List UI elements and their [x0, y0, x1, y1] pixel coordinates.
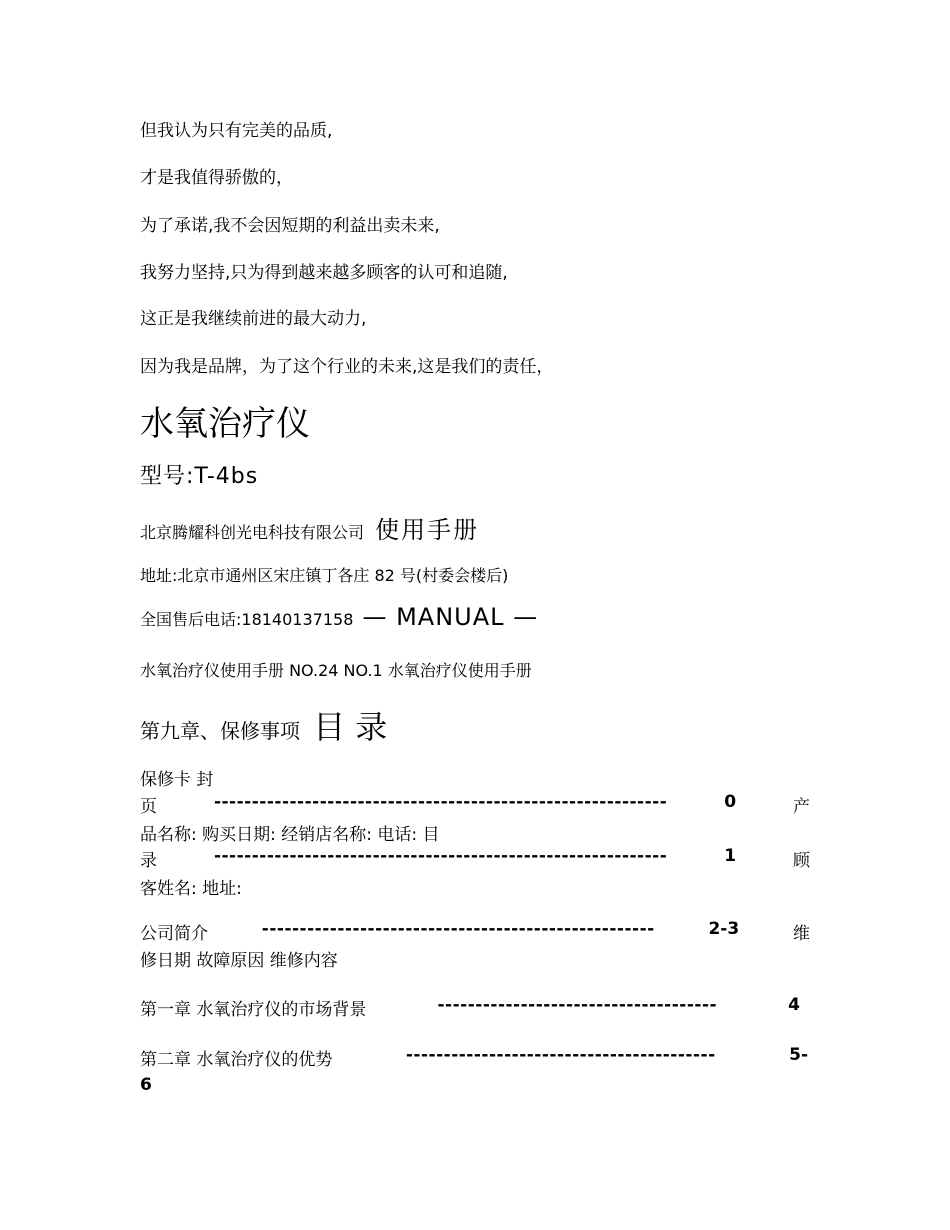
toc-row: 修日期 故障原因 维修内容 — [140, 951, 338, 971]
intro-line-4: 我努力坚持,只为得到越来越多顾客的认可和追随, — [140, 263, 508, 283]
toc-leader: ----------------------------------------- — [405, 1045, 716, 1065]
toc-page-number: 6 — [140, 1075, 152, 1095]
toc-row — [140, 919, 810, 944]
intro-line-1: 但我认为只有完美的品质, — [140, 121, 333, 141]
toc-leader: ------------------------------------- — [437, 995, 718, 1015]
toc-row: 品名称: 购买日期: 经销店名称: 电话: 目 — [140, 825, 440, 845]
toc-row: 保修卡 封 — [140, 770, 214, 790]
toc-row — [140, 792, 810, 817]
toc-page-number: 0 — [724, 792, 737, 812]
model-number: 型号:T-4bs — [140, 464, 259, 489]
toc-entry: 公司简介 — [140, 924, 208, 944]
toc-entry-cont: 维 — [792, 924, 810, 944]
manual-english: — MANUAL — — [362, 603, 539, 631]
toc-leader: ------------------------------------------------------------ — [213, 846, 668, 866]
intro-line-3: 为了承诺,我不会因短期的利益出卖未来, — [140, 216, 440, 236]
company-name: 北京腾耀科创光电科技有限公司 — [140, 523, 365, 542]
toc-row: 客姓名: 地址: — [140, 879, 242, 899]
toc-entry: 录 — [140, 851, 157, 871]
toc-entry-cont: 顾 — [793, 851, 810, 871]
company-line — [140, 510, 479, 545]
toc-page-number: 4 — [788, 995, 800, 1015]
manual-label: 使用手册 — [375, 516, 480, 544]
toc-page-number: 1 — [724, 846, 737, 866]
toc-page-number: 5- — [789, 1045, 808, 1065]
toc-row — [140, 1045, 808, 1070]
hotline: 全国售后电话:18140137158 — [140, 610, 354, 629]
chapter-9-heading: 第九章、保修事项 — [140, 719, 300, 743]
address-line: 地址:北京市通州区宋庄镇丁各庄 82 号(村委会楼后) — [140, 566, 509, 585]
toc-entry: 页 — [140, 797, 157, 817]
product-title: 水氧治疗仪 — [140, 404, 310, 444]
toc-entry-cont: 产 — [793, 797, 810, 817]
toc-title: 目 录 — [313, 708, 388, 746]
intro-line-2: 才是我值得骄傲的， — [140, 168, 293, 188]
toc-entry: 第一章 水氧治疗仪的市场背景 — [140, 1000, 367, 1020]
toc-page-number: 2-3 — [708, 919, 740, 939]
toc-leader: ------------------------------------------------------------ — [213, 792, 668, 812]
intro-line-5: 这正是我继续前进的最大动力, — [140, 309, 367, 329]
toc-row — [140, 846, 810, 871]
chapter-heading-line — [140, 702, 387, 748]
toc-row — [140, 995, 800, 1020]
running-header: 水氧治疗仪使用手册 NO.24 NO.1 水氧治疗仪使用手册 — [140, 661, 532, 680]
toc-entry: 第二章 水氧治疗仪的优势 — [140, 1050, 333, 1070]
hotline-line — [140, 603, 538, 631]
toc-leader: ---------------------------------------------------- — [261, 919, 655, 939]
intro-line-6: 因为我是品牌，为了这个行业的未来,这是我们的责任， — [140, 357, 554, 377]
